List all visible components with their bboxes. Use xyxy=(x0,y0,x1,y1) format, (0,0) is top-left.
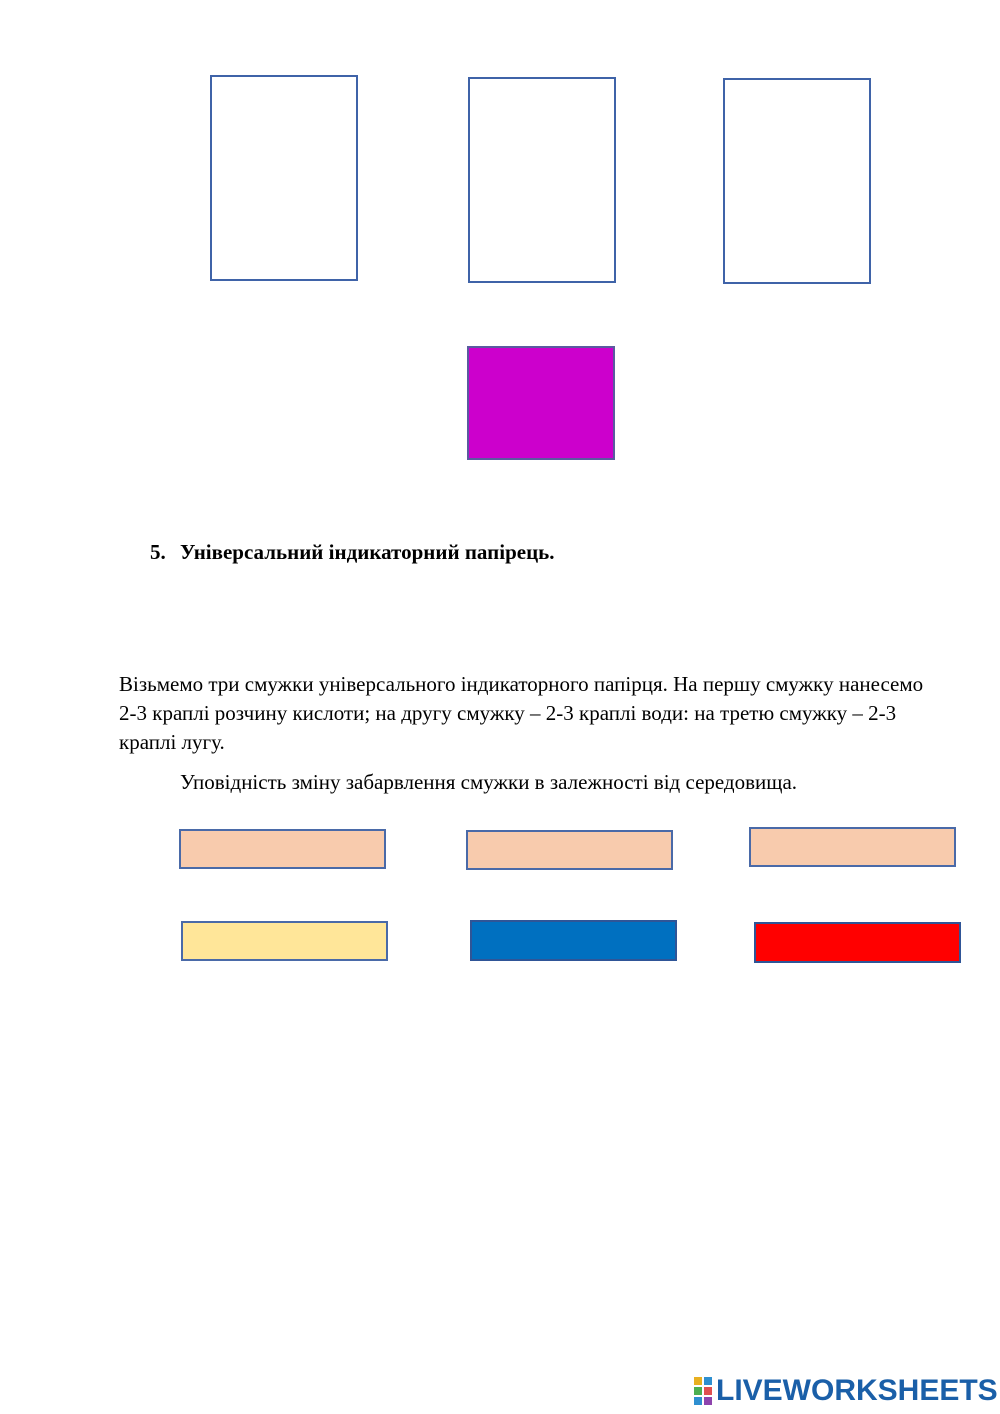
task-instruction: Уповідність зміну забарвлення смужки в залежності від середовища. xyxy=(180,770,798,794)
indicator-strip-red[interactable] xyxy=(754,922,961,963)
experiment-description: Візьмемо три смужки універсального індикаторного папірця. На першу смужку нанесемо 2-3 краплі розчину кислоти; на другу смужку – 2-3 краплі води: на третю смужку – 2-3 краплі лугу. xyxy=(119,672,924,754)
section-heading xyxy=(150,540,555,565)
logo-text: LIVEWORKSHEETS xyxy=(716,1374,998,1407)
section-number: 5. xyxy=(150,540,166,564)
indicator-color-swatch xyxy=(467,346,615,460)
answer-box-3[interactable] xyxy=(723,78,871,284)
liveworksheets-logo-icon xyxy=(693,1376,713,1406)
indicator-strip-yellow[interactable] xyxy=(181,921,388,961)
answer-box-1[interactable] xyxy=(210,75,358,281)
indicator-strip-initial-1[interactable] xyxy=(179,829,386,869)
answer-box-2[interactable] xyxy=(468,77,616,283)
liveworksheets-logo xyxy=(693,1374,998,1408)
indicator-strip-blue[interactable] xyxy=(470,920,677,961)
indicator-strip-initial-2[interactable] xyxy=(466,830,673,870)
indicator-strip-initial-3[interactable] xyxy=(749,827,956,867)
section-title: Універсальний індикаторний папірець. xyxy=(180,540,555,564)
